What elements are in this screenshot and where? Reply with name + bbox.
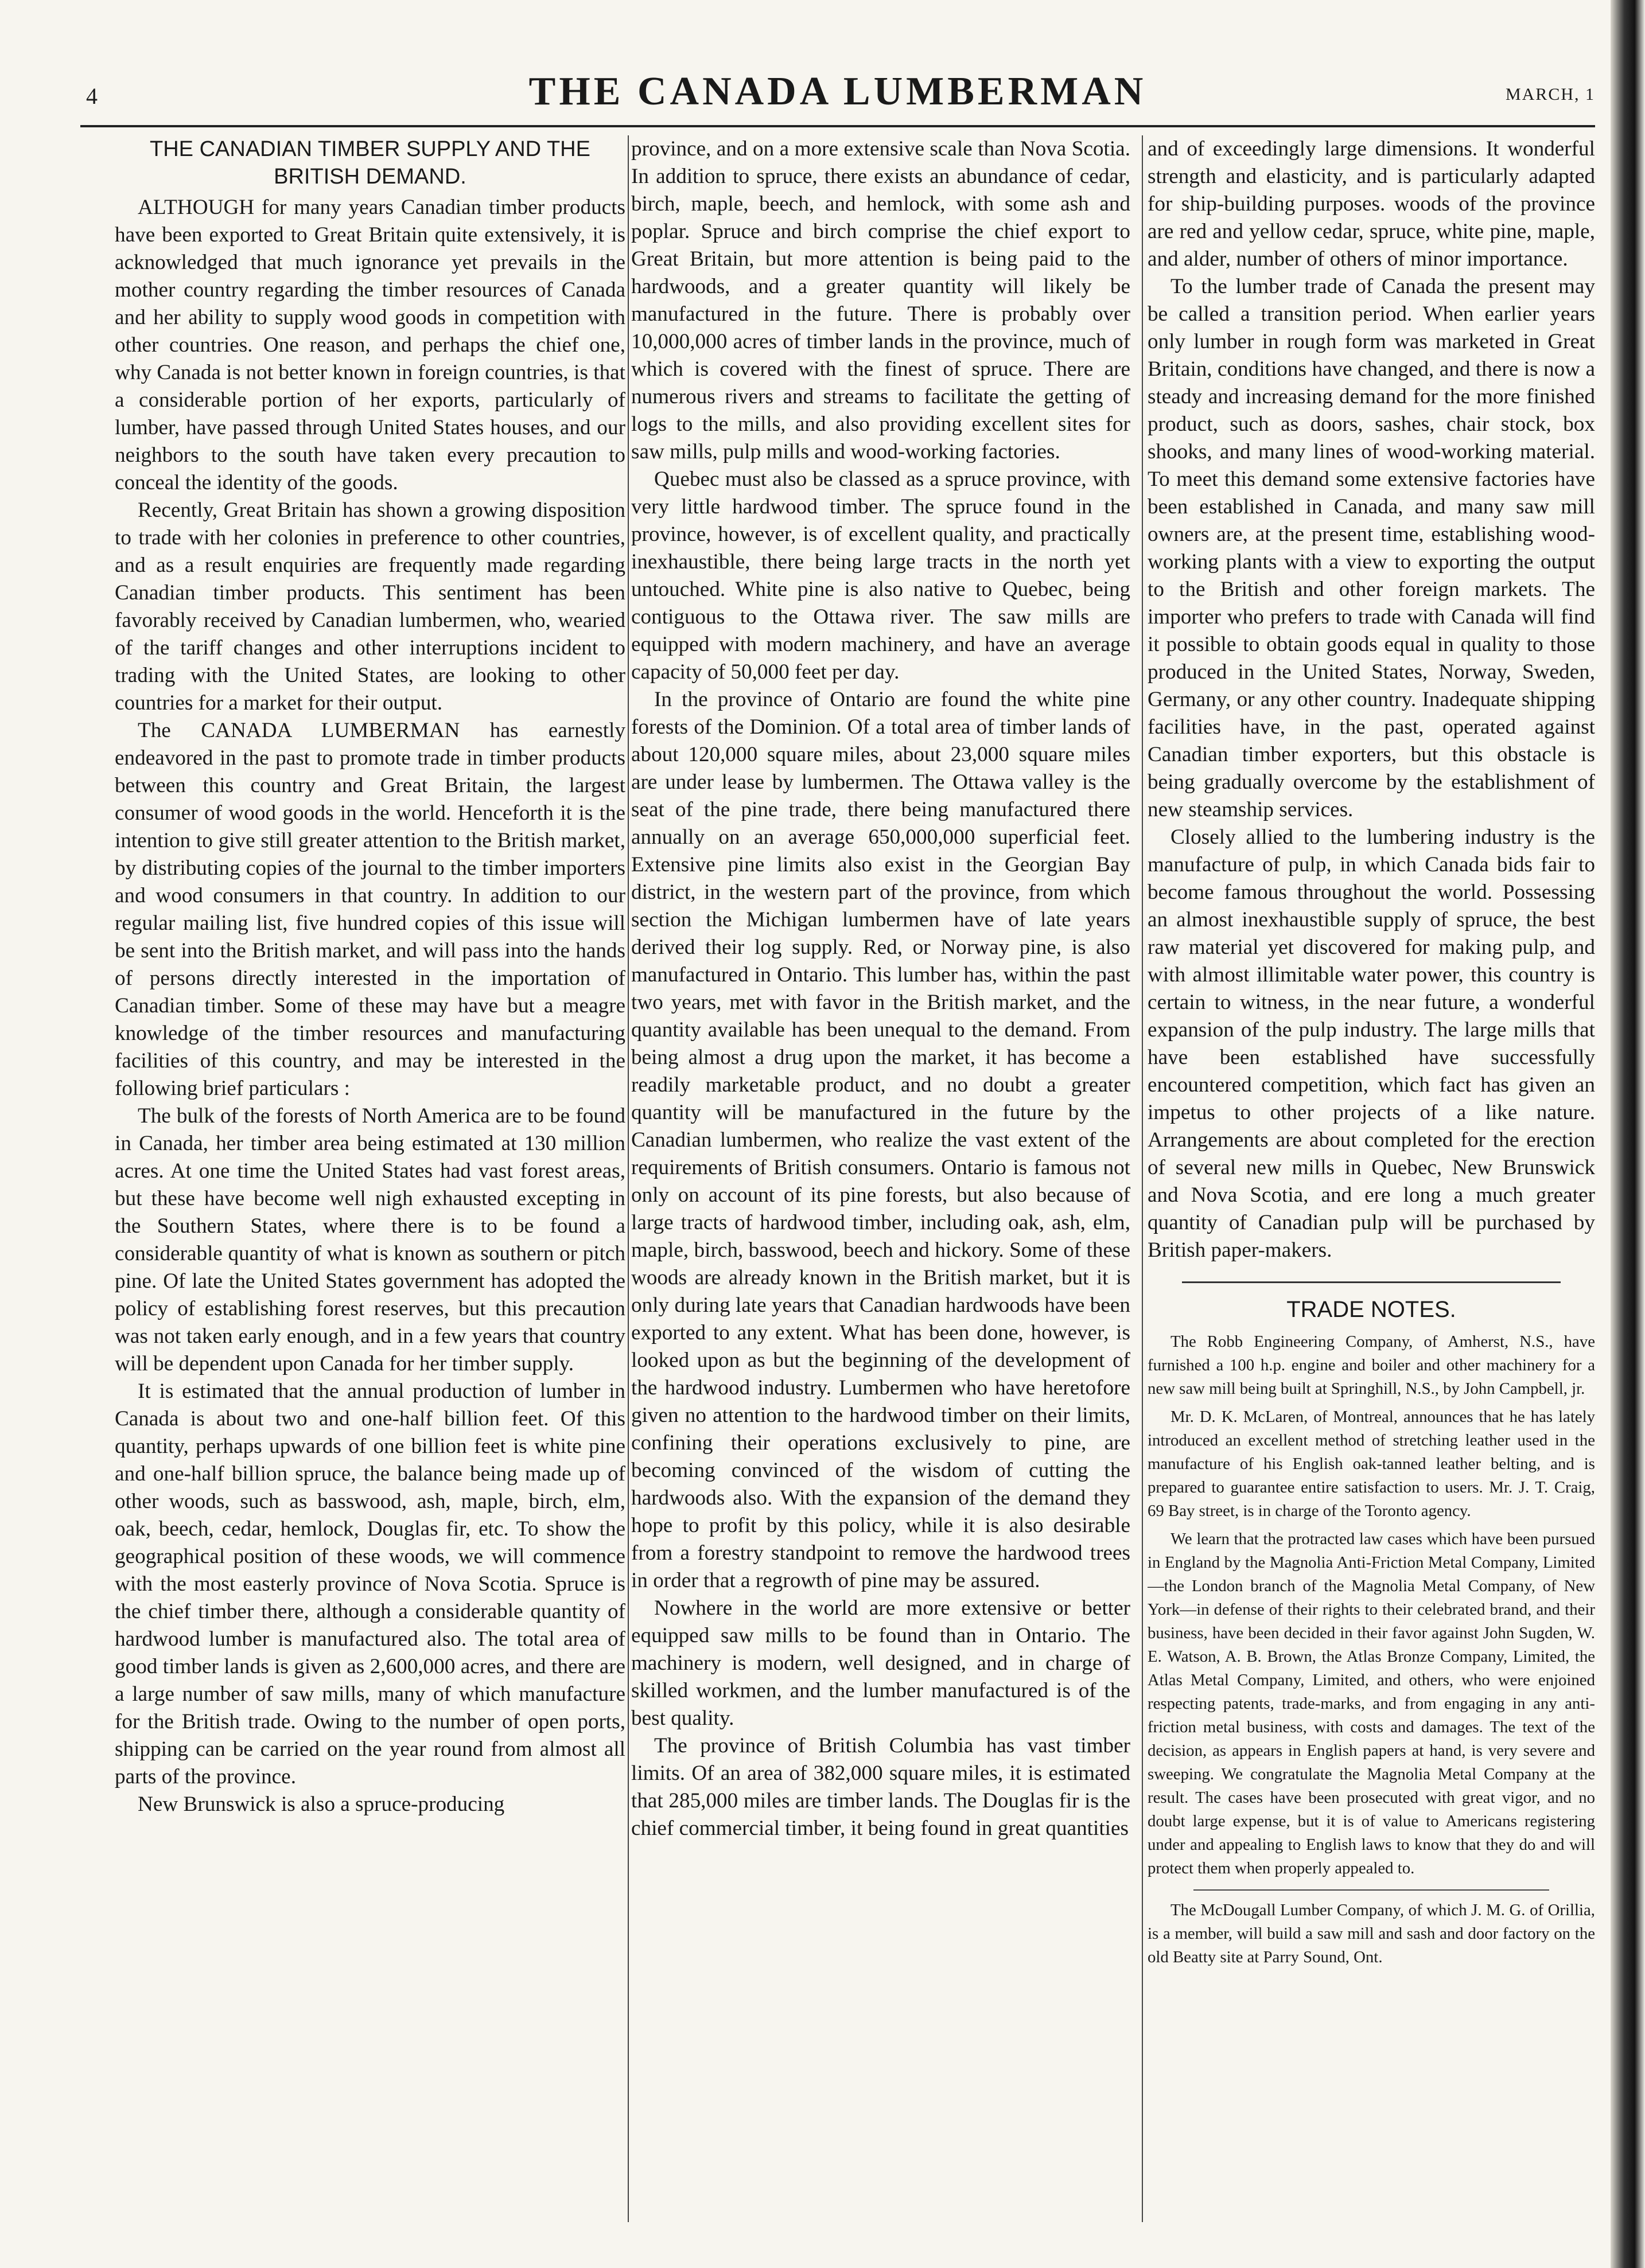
paragraph: and of exceedingly large dimensions. It wonderful strength and elasticity, and is particularly adapted for ship-building purposes. woods of the province are red and yellow cedar, spruce, white pine, maple, and alder, number of others of minor importance. <box>1148 137 1595 271</box>
trade-note: The Robb Engineering Company, of Amherst, N.S., have furnished a 100 h.p. engine and boiler and other machinery for a new saw mill being built at Springhill, N.S., by John Campbell, jr. <box>1148 1332 1595 1398</box>
masthead: THE CANADA LUMBERMAN <box>528 69 1147 114</box>
paragraph: province, and on a more extensive scale than Nova Scotia. In addition to spruce, there exists an abundance of cedar, birch, maple, beech, and hemlock, with some ash and poplar. Spruce and birch comprise the chief export to Great Britain, but more attention is being paid to the hardwoods, and a greater quantity will likely be manufactured in the future. There is probably over 10,000,000 acres of timber lands in the province, much of which is covered with the finest of spruce. There are numerous rivers and streams to facilitate the getting of logs to the mills, and also providing excellent sites for saw mills, pulp mills and wood-working factories. <box>631 137 1130 463</box>
paragraph: Quebec must also be classed as a spruce province, with very little hardwood timber. The spruce found in the province, however, is of excellent quality, and practically inexhaustible, there being large tracts in the north yet untouched. White pine is also native to Quebec, being contiguous to the Ottawa river. The saw mills are equipped with modern machinery, and have an average capacity of 50,000 feet per day. <box>631 467 1130 684</box>
trade-notes-heading: TRADE NOTES. <box>1286 1297 1456 1322</box>
trade-notes <box>1148 1295 1595 1969</box>
paragraph: It is estimated that the annual production of lumber in Canada is about two and one-half billion feet. Of this quantity, perhaps upwards of one billion feet is white pine and one-half billion spruce, the balance being made up of other woods, such as basswood, ash, maple, birch, elm, oak, beech, cedar, hemlock, Douglas fir, etc. To show the geographical position of these woods, we will commence with the most easterly province of Nova Scotia. Spruce is the chief timber there, although a considerable quantity of hardwood lumber is manufactured also. The total area of good timber lands is given as 2,600,000 acres, and there are a large number of saw mills, many of which manufacture for the British trade. Owing to the number of open ports, shipping can be carried on the year round from almost all parts of the province. <box>115 1379 625 1788</box>
paragraph: The CANADA LUMBERMAN has earnestly endeavored in the past to promote trade in timber products between this country and Great Britain, the largest consumer of wood goods in the world. Henceforth it is the intention to give still greater attention to the British market, by distributing copies of the journal to the timber importers and wood consumers in that country. In addition to our regular mailing list, five hundred copies of this issue will be sent into the British market, and will pass into the hands of persons directly interested in the importation of Canadian timber. Some of these may have but a meagre knowledge of the timber resources and manufacturing facilities of this country, and may be interested in the following brief particulars : <box>115 719 625 1100</box>
column-divider <box>1142 135 1143 2222</box>
paragraph: Nowhere in the world are more extensive or better equipped saw mills to be found than in Ontario. The machinery is modern, well designed, and in charge of skilled workmen, and the lumber manufactured is of the best quality. <box>631 1596 1130 1730</box>
trade-note: Mr. D. K. McLaren, of Montreal, announces that he has lately introduced an excellent method of stretching leather used in the manufacture of his English oak-tanned leather belting, and is prepared to guarantee entire satisfaction to users. Mr. J. T. Craig, 69 Bay street, is in charge of the Toronto agency. <box>1148 1408 1595 1520</box>
paragraph: The bulk of the forests of North America are to be found in Canada, her timber area being estimated at 130 million acres. At one time the United States had vast forest areas, but these have become well nigh exhausted excepting in the Southern States, where there is to be found a considerable quantity of what is known as southern or pitch pine. Of late the United States government has adopted the policy of establishing forest reserves, but this precaution was not taken early enough, and in a few years that country will be dependent upon Canada for her timber supply. <box>115 1104 625 1375</box>
article-title: THE CANADIAN TIMBER SUPPLY AND THE BRITISH DEMAND. <box>150 137 590 189</box>
column-1 <box>115 135 625 2234</box>
paragraph: Recently, Great Britain has shown a growing disposition to trade with her colonies in preference to other countries, and as a result enquiries are frequently made regarding Canadian timber products. This sentiment has been favorably received by Canadian lumbermen, who, wearied of the tariff changes and other interruptions incident to trading with the United States, are looking to other countries for a market for their output. <box>115 498 625 715</box>
trade-note: The McDougall Lumber Company, of which J. M. G. of Orillia, is a member, will build a saw mill and sash and door factory on the old Beatty site at Parry Sound, Ont. <box>1148 1901 1595 1966</box>
paragraph: In the province of Ontario are found the white pine forests of the Dominion. Of a total area of timber lands of about 120,000 square miles, about 23,000 square miles are under lease by lumbermen. The Ottawa valley is the seat of the pine trade, there being manufactured there annually on an average 650,000,000 superficial feet. Extensive pine limits also exist in the Georgian Bay district, in the western part of the province, from which section the Michigan lumbermen have of late years derived their log supply. Red, or Norway pine, is also manufactured in Ontario. This lumber has, within the past two years, met with favor in the British market, and the quantity available has been unequal to the demand. From being almost a drug upon the market, it has become a readily marketable product, and no doubt a greater quantity will be manufactured in the future by the Canadian lumbermen, who realize the vast extent of the requirements of British consumers. Ontario is famous not only on account of its pine forests, but also because of large tracts of hardwood timber, including oak, ash, elm, maple, birch, basswood, beech and hickory. Some of these woods are already known in the British market, but it is only during late years that Canadian hardwoods have been exported to any extent. What has been done, however, is looked upon as but the beginning of the development of the hardwood industry. Lumbermen who have heretofore given no attention to the hardwood timber on their limits, confining their operations exclusively to pine, are becoming convinced of the wisdom of cutting the hardwoods also. With the expansion of the demand they hope to profit by this policy, while it is also desirable from a forestry standpoint to remove the hardwood trees in order that a regrowth of pine may be assured. <box>631 688 1130 1592</box>
column-divider <box>628 135 629 2222</box>
paragraph: ALTHOUGH for many years Canadian timber products have been exported to Great Britain quite extensively, it is acknowledged that much ignorance yet prevails in the mother country regarding the timber resources of Canada and her ability to supply wood goods in competition with other countries. One reason, and perhaps the chief one, why Canada is not better known in foreign countries, is that a considerable portion of her exports, particularly of lumber, have passed through United States houses, and our neighbors to the south have taken every precaution to conceal the identity of the goods. <box>115 196 625 494</box>
dateline: MARCH, 1 <box>1505 85 1595 104</box>
page-edge-shadow <box>1611 0 1645 2268</box>
paragraph: Closely allied to the lumbering industry is the manufacture of pulp, in which Canada bids fair to become famous throughout the world. Possessing an almost inexhaustible supply of spruce, the best raw material yet discovered for making pulp, and with almost illimitable water power, this country is certain to witness, in the near future, a wonderful expansion of the pulp industry. The large mills that have been established have successfully encountered competition, which fact has given an impetus to other projects of a like nature. Arrangements are about completed for the erection of several new mills in Quebec, New Brunswick and Nova Scotia, and ere long a much greater quantity of Canadian pulp will be purchased by British paper-makers. <box>1148 825 1595 1262</box>
header-rule <box>80 125 1595 127</box>
section-divider <box>1182 1281 1561 1283</box>
page-number: 4 <box>86 83 98 109</box>
paragraph: The province of British Columbia has vast timber limits. Of an area of 382,000 square miles, it is estimated that 285,000 miles are timber lands. The Douglas fir is the chief commercial timber, it being found in great quantities <box>631 1734 1130 1840</box>
trade-note: We learn that the protracted law cases which have been pursued in England by the Magnolia Anti-Friction Metal Company, Limited—the London branch of the Magnolia Metal Company, of New York—in defense of their rights to their celebrated brand, and their business, have been decided in their favor against John Sugden, W. E. Watson, A. B. Brown, the Atlas Bronze Company, Limited, the Atlas Metal Company, Limited, and others, who were enjoined respecting patents, trade-marks, and from engaging in any anti-friction metal business, with costs and damages. The text of the decision, as appears in English papers at hand, is very severe and sweeping. We congratulate the Magnolia Metal Company at the result. The cases have been prosecuted with great vigor, and no doubt large expense, but it is of value to Americans registering under and appealing to English laws to know that they do and will protect them when properly appealed to. <box>1148 1530 1595 1877</box>
column-3 <box>1148 135 1595 2234</box>
paragraph: New Brunswick is also a spruce-producing <box>138 1792 505 1816</box>
note-divider <box>1193 1889 1549 1891</box>
page-header <box>80 69 1595 126</box>
paragraph: To the lumber trade of Canada the present may be called a transition period. When earlier years only lumber in rough form was marketed in Great Britain, conditions have changed, and there is now a steady and increasing demand for the more finished product, such as doors, sashes, chair stock, box shooks, and many lines of wood-working material. To meet this demand some extensive factories have been established in Canada, and many saw mill owners are, at the present time, establishing wood-working plants with a view to exporting the output to the British and other foreign markets. The importer who prefers to trade with Canada will find it possible to obtain goods equal in quality to those produced in the United States, Norway, Sweden, Germany, or any other country. Inadequate shipping facilities have, in the past, operated against Canadian timber exporters, but this obstacle is being gradually overcome by the establishment of new steamship services. <box>1148 275 1595 821</box>
column-2 <box>631 135 1130 2234</box>
